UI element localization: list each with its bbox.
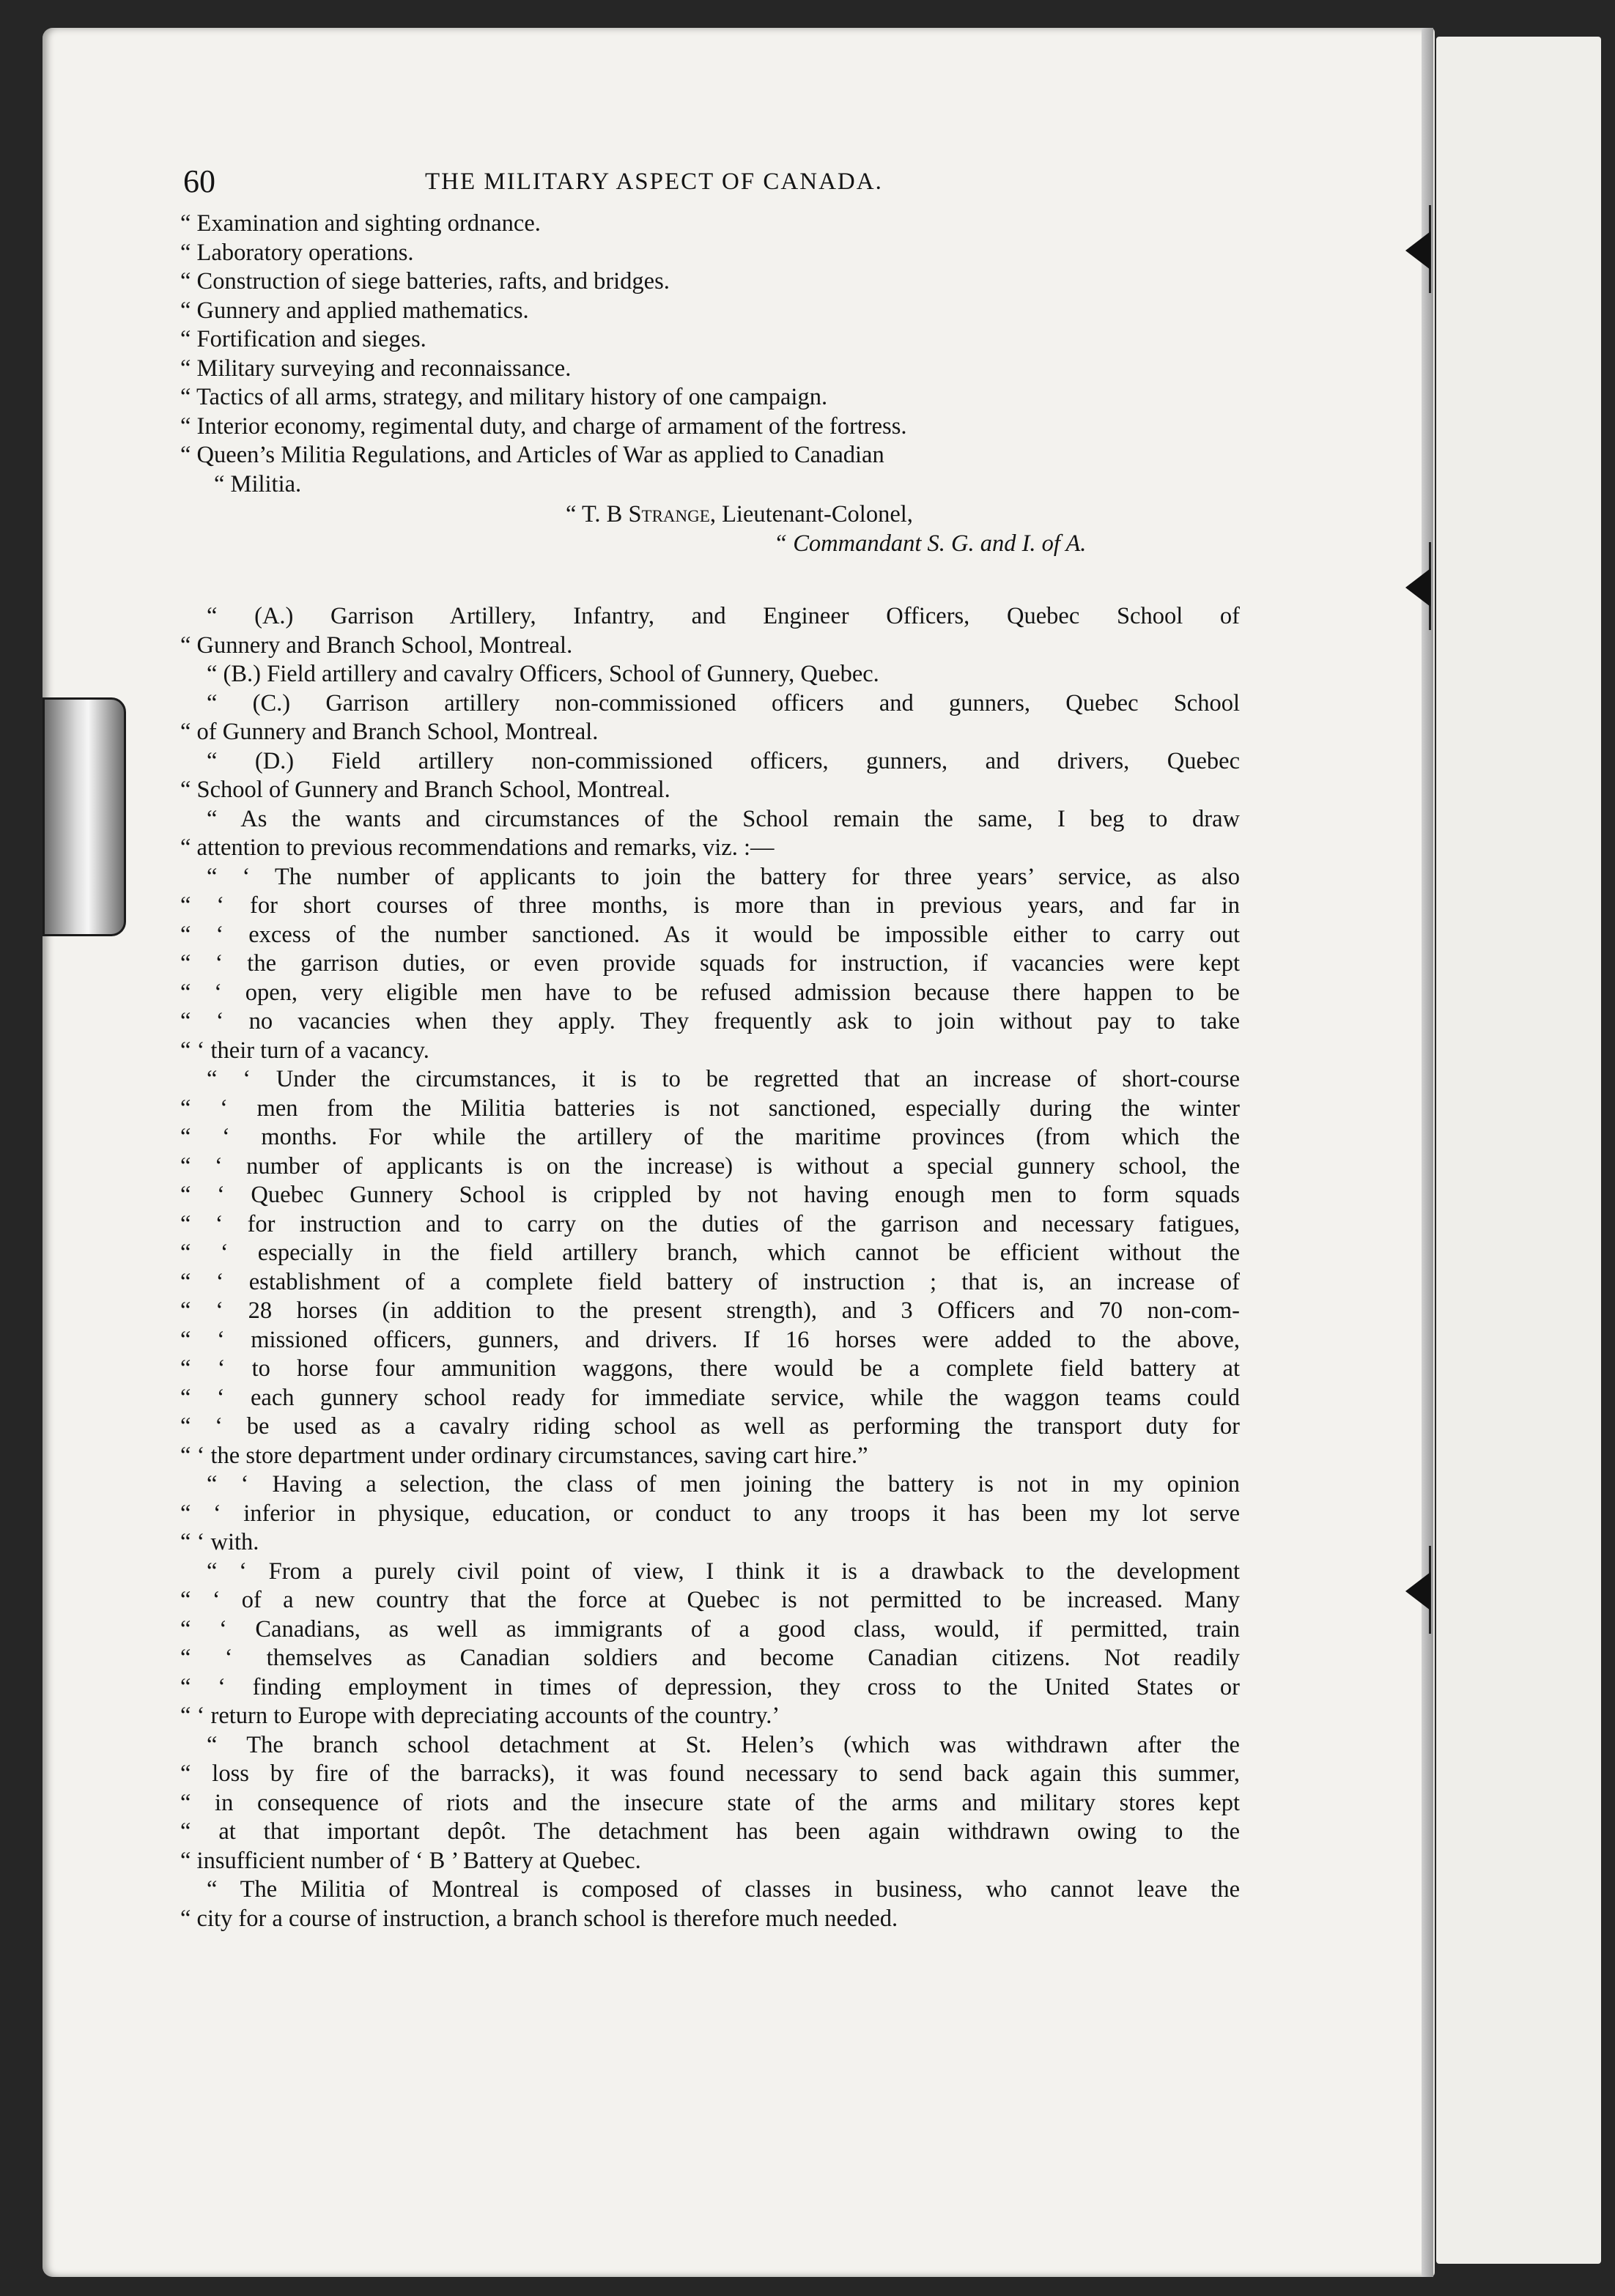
page-header [180,158,1240,210]
text-line: “ ‘ From a purely civil point of view, I think it is a drawback to the development [207,1558,1240,1585]
page-tab-marker [1405,232,1430,270]
text-line: “ ‘ men from the Militia batteries is not sanctioned, especially during the winter [180,1095,1240,1122]
text-line: “ ‘ for instruction and to carry on the duties of the garrison and necessary fatigues, [180,1210,1240,1237]
text-line: “ ‘ of a new country that the force at Quebec is not permitted to be increased. Many [180,1587,1240,1613]
text-line: “ ‘ their turn of a vacancy. [180,1037,429,1064]
text-line: “ Gunnery and Branch School, Montreal. [180,632,573,659]
text-line: “ ‘ inferior in physique, education, or conduct to any troops it has been my lot serve [180,1500,1240,1527]
text-line: “ ‘ 28 horses (in addition to the present strength), and 3 Officers and 70 non-com- [180,1297,1240,1324]
text-line: “ ‘ especially in the field artillery branch, which cannot be efficient without the [180,1240,1240,1266]
signature-name-line [180,500,1240,530]
signature-name: Strange [628,501,710,527]
text-line: “ The branch school detachment at St. Helen’s (which was withdrawn after the [207,1731,1240,1758]
report-body [180,602,1240,1933]
signature-rank: , Lieutenant-Colonel, [709,501,913,527]
text-line: “ ‘ to horse four ammunition waggons, there would be a complete field battery at [180,1355,1240,1382]
page-tab-marker [1405,569,1430,607]
text-line: “ ‘ return to Europe with depreciating accounts of the country.’ [180,1703,780,1729]
signature-title: “ Commandant S. G. and I. of A. [774,530,1087,557]
text-line: “ loss by fire of the barracks), it was found necessary to send back again this summer, [180,1760,1240,1787]
syllabus-item: “ Interior economy, regimental duty, and charge of armament of the fortress. [180,412,907,440]
text-line: “ ‘ for short courses of three months, is more than in previous years, and far in [180,892,1240,919]
syllabus-item: “ Laboratory operations. [180,239,414,266]
syllabus-item: “ Tactics of all arms, strategy, and military history of one campaign. [180,384,828,410]
signature-prefix: “ T. B [566,501,629,527]
text-line: “ (A.) Garrison Artillery, Infantry, and Engineer Officers, Quebec School of [207,603,1240,629]
syllabus-item: “ Fortification and sieges. [180,326,426,352]
text-line: “ (C.) Garrison artillery non-commissioned officers and gunners, Quebec School [207,689,1240,716]
text-line: “ ‘ number of applicants is on the increase) is without a special gunnery school, the [180,1152,1240,1180]
syllabus-item: “ Gunnery and applied mathematics. [180,297,529,324]
syllabus-item: “ Queen’s Militia Regulations, and Articles of War as applied to Canadian [180,442,884,468]
text-line: “ ‘ establishment of a complete field battery of instruction ; that is, an increase of [180,1268,1240,1295]
text-line: “ ‘ the store department under ordinary circumstances, saving cart hire.” [180,1442,868,1469]
text-line: “ ‘ each gunnery school ready for immediate service, while the waggon teams could [180,1384,1240,1411]
text-line: “ attention to previous recommendations and remarks, viz. :— [180,834,775,861]
text-line: “ ‘ the garrison duties, or even provide squads for instruction, if vacancies were kept [180,950,1240,977]
text-line: “ at that important depôt. The detachment has been again withdrawn owing to the [180,1818,1240,1845]
text-line: “ (D.) Field artillery non-commissioned officers, gunners, and drivers, Quebec [207,747,1240,774]
text-line: “ city for a course of instruction, a branch school is therefore much needed. [180,1905,898,1932]
text-line: “ ‘ with. [180,1529,259,1555]
syllabus-list [180,210,1240,499]
text-line: “ (B.) Field artillery and cavalry Officers, School of Gunnery, Quebec. [207,661,879,687]
facing-page-edge [1436,37,1601,2264]
page-number: 60 [183,163,215,199]
text-line: “ ‘ no vacancies when they apply. They frequently ask to join without pay to take [180,1008,1240,1034]
text-line: “ ‘ Having a selection, the class of men joining the battery is not in my opinion [207,1471,1240,1497]
text-line: “ ‘ themselves as Canadian soldiers and become Canadian citizens. Not readily [180,1645,1240,1671]
text-line: “ ‘ Canadians, as well as immigrants of a good class, would, if permitted, train [180,1615,1240,1643]
text-line: “ ‘ excess of the number sanctioned. As it would be impossible either to carry out [180,921,1240,948]
syllabus-item: “ Militia. [214,470,302,497]
text-line: “ ‘ Under the circumstances, it is to be regretted that an increase of short-course [207,1066,1240,1092]
text-line: “ in consequence of riots and the insecure state of the arms and military stores kept [180,1789,1240,1816]
page-gutter [1422,28,1433,2277]
text-line: “ ‘ months. For while the artillery of the maritime provinces (from which the [180,1124,1240,1150]
text-line: “ of Gunnery and Branch School, Montreal. [180,719,599,745]
section-gap [180,558,1240,602]
text-line: “ ‘ open, very eligible men have to be refused admission because there happen to be [180,979,1240,1006]
text-line: “ ‘ The number of applicants to join the battery for three years’ service, as also [207,863,1240,890]
text-line: “ ‘ missioned officers, gunners, and drivers. If 16 horses were added to the above, [180,1326,1240,1353]
text-line: “ As the wants and circumstances of the School remain the same, I beg to draw [207,805,1240,832]
syllabus-item: “ Military surveying and reconnaissance. [180,355,572,382]
text-line: “ The Militia of Montreal is composed of classes in business, who cannot leave the [207,1876,1240,1903]
text-line: “ School of Gunnery and Branch School, Montreal. [180,777,670,803]
text-line: “ ‘ Quebec Gunnery School is crippled by not having enough men to form squads [180,1182,1240,1208]
text-line: “ ‘ finding employment in times of depression, they cross to the United States or [180,1673,1240,1700]
running-head: THE MILITARY ASPECT OF CANADA. [425,169,883,195]
page-text [180,158,1240,1933]
syllabus-item: “ Examination and sighting ordnance. [180,210,541,237]
binder-clip [42,697,126,936]
page-tab-marker [1405,1572,1430,1610]
text-line: “ insufficient number of ‘ B ’ Battery at Quebec. [180,1847,641,1874]
text-line: “ ‘ be used as a cavalry riding school as well as performing the transport duty for [180,1413,1240,1440]
syllabus-item: “ Construction of siege batteries, rafts, and bridges. [180,268,670,295]
